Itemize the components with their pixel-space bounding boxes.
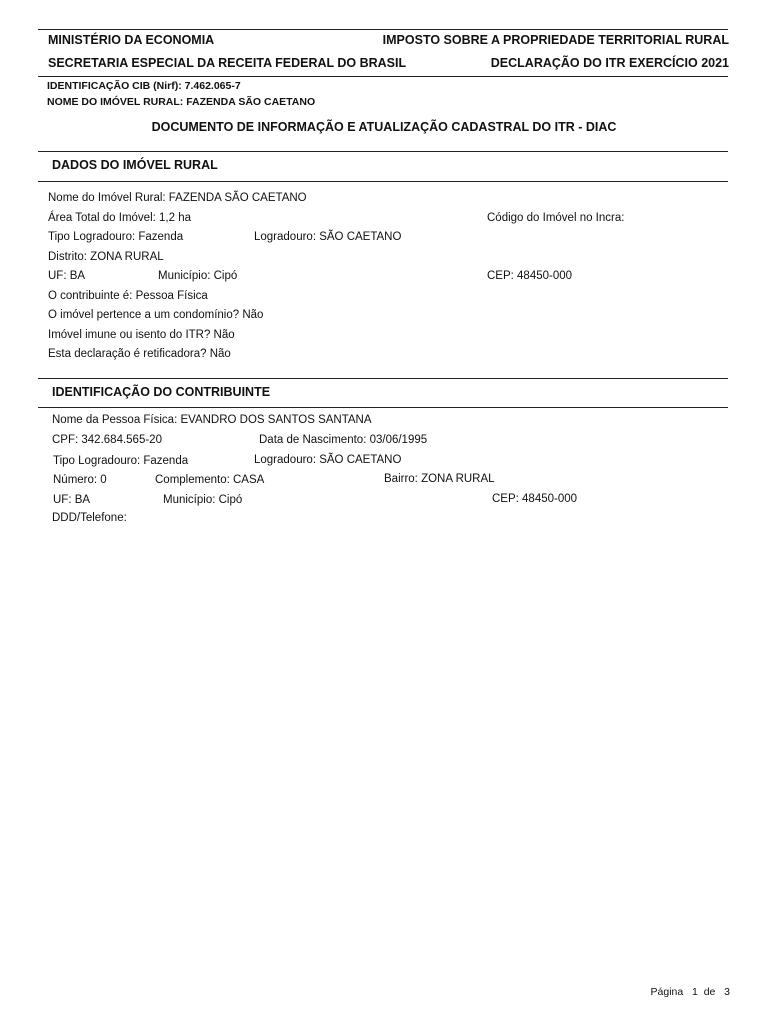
declaration-title: DECLARAÇÃO DO ITR EXERCÍCIO 2021 (490, 56, 729, 70)
rectifying-field: Esta declaração é retificadora? Não (48, 348, 231, 360)
condominium-field: O imóvel pertence a um condomínio? Não (48, 309, 264, 321)
property-section-title: DADOS DO IMÓVEL RURAL (52, 158, 218, 172)
city-field: Município: Cipó (158, 270, 238, 282)
taxpayer-type-field: O contribuinte é: Pessoa Física (48, 290, 208, 302)
page-indicator (651, 986, 730, 998)
taxpayer-street-field: Logradouro: SÃO CAETANO (254, 454, 402, 466)
section-rule (38, 378, 728, 379)
page-of: de (703, 986, 716, 998)
taxpayer-cep-field: CEP: 48450-000 (492, 493, 578, 505)
cib-identification: IDENTIFICAÇÃO CIB (Nirf): 7.462.065-7 (47, 80, 241, 92)
tax-title: IMPOSTO SOBRE A PROPRIEDADE TERRITORIAL RURAL (382, 33, 729, 47)
top-rule (38, 29, 728, 30)
secretariat-label: SECRETARIA ESPECIAL DA RECEITA FEDERAL DO BRASIL (48, 56, 407, 70)
property-name-header: NOME DO IMÓVEL RURAL: FAZENDA SÃO CAETANO (47, 96, 316, 108)
immune-field: Imóvel imune ou isento do ITR? Não (48, 329, 235, 341)
page-label: Página (650, 986, 684, 998)
number-field: Número: 0 (53, 474, 107, 486)
page-current: 1 (692, 986, 698, 998)
cep-field: CEP: 48450-000 (487, 270, 573, 282)
document-title: DOCUMENTO DE INFORMAÇÃO E ATUALIZAÇÃO CADASTRAL DO ITR - DIAC (151, 120, 617, 134)
district-field: Distrito: ZONA RURAL (48, 251, 164, 263)
section-rule (38, 181, 728, 182)
property-name-field: Nome do Imóvel Rural: FAZENDA SÃO CAETANO (48, 192, 307, 204)
taxpayer-city-field: Município: Cipó (163, 494, 243, 506)
uf-field: UF: BA (48, 270, 86, 282)
incra-code-field: Código do Imóvel no Incra: (487, 212, 625, 224)
street-type-field: Tipo Logradouro: Fazenda (48, 231, 184, 243)
section-rule (38, 407, 728, 408)
phone-field: DDD/Telefone: (52, 512, 127, 524)
complement-field: Complemento: CASA (155, 474, 265, 486)
ministry-label: MINISTÉRIO DA ECONOMIA (48, 33, 215, 47)
header-rule (38, 76, 728, 77)
street-field: Logradouro: SÃO CAETANO (254, 231, 402, 243)
taxpayer-street-type-field: Tipo Logradouro: Fazenda (53, 455, 189, 467)
page-total: 3 (724, 986, 730, 998)
section-rule (38, 151, 728, 152)
taxpayer-uf-field: UF: BA (53, 494, 91, 506)
property-area-field: Área Total do Imóvel: 1,2 ha (48, 212, 191, 224)
taxpayer-name-field: Nome da Pessoa Física: EVANDRO DOS SANTOS SANTANA (52, 414, 372, 426)
taxpayer-section-title: IDENTIFICAÇÃO DO CONTRIBUINTE (52, 385, 271, 399)
cpf-field: CPF: 342.684.565-20 (52, 434, 162, 446)
birth-date-field: Data de Nascimento: 03/06/1995 (259, 434, 428, 446)
neighborhood-field: Bairro: ZONA RURAL (384, 473, 495, 485)
